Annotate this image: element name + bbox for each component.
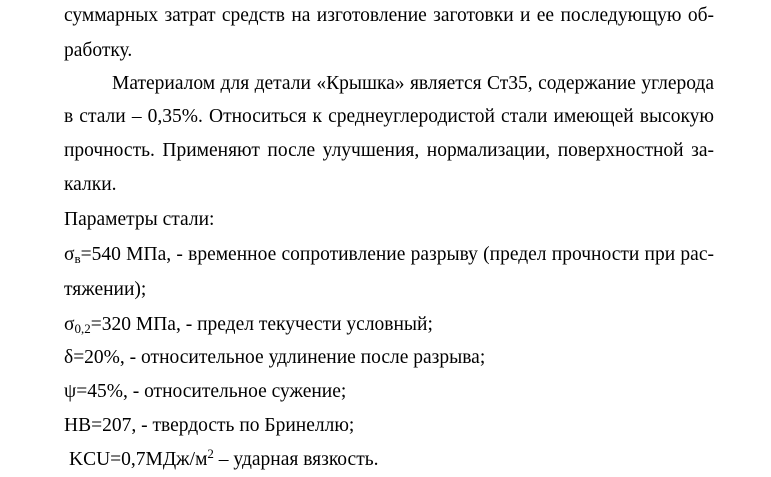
param-text: KCU=0,7МДж/м [69, 449, 208, 470]
param-sigma-02-line [64, 315, 714, 337]
sigma-symbol: σ [64, 244, 75, 265]
param-kcu-line [69, 446, 719, 472]
param-text: =320 МПа, - предел текучести условный; [90, 314, 433, 335]
paragraph-line: калки. [64, 174, 117, 195]
param-text: =540 МПа, - временное сопротивление разрыву (предел прочности при рас- [80, 244, 714, 265]
params-heading: Параметры стали: [64, 209, 215, 230]
superscript: 2 [207, 446, 214, 461]
sigma-symbol: σ [64, 314, 75, 335]
param-psi-line: ψ=45%, - относительное сужение; [64, 381, 347, 402]
param-sigma-b-continuation: тяжении); [64, 279, 147, 300]
paragraph-line: в стали – 0,35%. Относиться к среднеуглеродистой стали имеющей высокую [64, 106, 714, 127]
paragraph-line: работку. [64, 40, 133, 61]
sigma-subscript: 0,2 [74, 321, 91, 336]
param-hb-line: НВ=207, - твердость по Бринеллю; [64, 415, 355, 436]
param-sigma-b-line [64, 245, 714, 267]
param-delta-line: δ=20%, - относительное удлинение после разрыва; [64, 347, 486, 368]
sigma-subscript: в [74, 251, 81, 266]
paragraph-line: суммарных затрат средств на изготовление заготовки и ее последующую об- [64, 5, 714, 26]
paragraph-line: Материалом для детали «Крышка» является Ст35, содержание углерода [112, 73, 714, 94]
param-text: – ударная вязкость. [213, 449, 379, 470]
paragraph-line: прочность. Применяют после улучшения, нормализации, поверхностной за- [64, 140, 714, 161]
